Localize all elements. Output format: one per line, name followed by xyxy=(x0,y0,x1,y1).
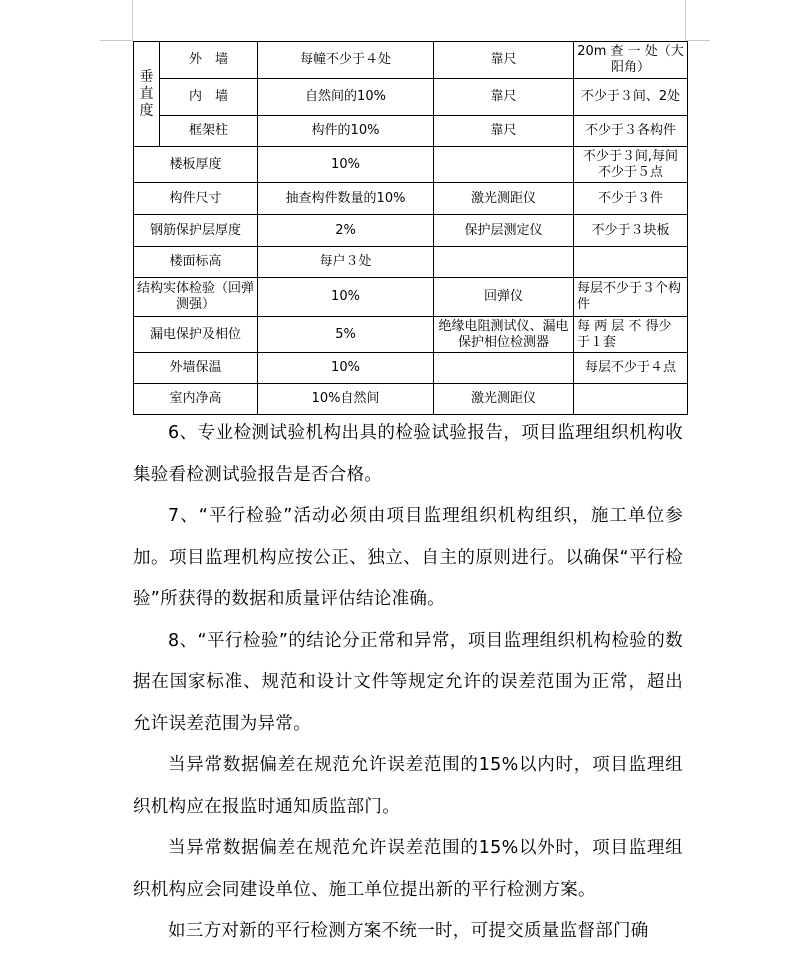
table-cell: 10% xyxy=(258,147,434,183)
paragraph: 如三方对新的平行检测方案不统一时，可提交质量监督部门确 xyxy=(168,921,649,941)
table-cell: 外 墙 xyxy=(160,42,258,79)
table-cell: 每层不少于３个构件 xyxy=(574,278,688,317)
table-cell: 10% xyxy=(258,278,434,317)
table-cell: 靠尺 xyxy=(434,42,574,79)
table-cell: 不少于３间、2处 xyxy=(574,79,688,116)
table-cell: 2% xyxy=(258,215,434,247)
crop-mark-top-right xyxy=(686,40,710,41)
table-cell: 保护层测定仪 xyxy=(434,215,574,247)
table-cell: 框架柱 xyxy=(160,116,258,147)
table-row xyxy=(134,147,688,183)
table-cell: 内 墙 xyxy=(160,79,258,116)
table-cell: 5% xyxy=(258,317,434,353)
table-cell: 10%自然间 xyxy=(258,384,434,415)
table-cell xyxy=(574,384,688,415)
table-row xyxy=(134,278,688,317)
table-cell: 每户３处 xyxy=(258,247,434,278)
paragraph: 当异常数据偏差在规范允许误差范围的15%以内时，项目监理组织机构应在报监时通知质监部门。 xyxy=(133,755,683,817)
table-cell: 激光测距仪 xyxy=(434,183,574,215)
table-cell: 激光测距仪 xyxy=(434,384,574,415)
table-cell: 不少于３间,每间不少于５点 xyxy=(574,147,688,183)
table-row xyxy=(134,42,688,79)
table-cell: 漏电保护及相位 xyxy=(134,317,258,353)
table-row xyxy=(134,79,688,116)
table-cell: 不少于３件 xyxy=(574,183,688,215)
table-row xyxy=(134,317,688,353)
table-cell: 绝缘电阻测试仪、漏电保护相位检测器 xyxy=(434,317,574,353)
table-cell xyxy=(574,247,688,278)
table-row xyxy=(134,353,688,384)
table-cell: 每 两 层 不 得少于１套 xyxy=(574,317,688,353)
table-cell: 自然间的10% xyxy=(258,79,434,116)
table-cell: 每层不少于４点 xyxy=(574,353,688,384)
table-cell: 不少于３各构件 xyxy=(574,116,688,147)
table-cell xyxy=(434,247,574,278)
group-label-cell xyxy=(134,42,160,147)
table-cell: 楼面标高 xyxy=(134,247,258,278)
table-cell: 钢筋保护层厚度 xyxy=(134,215,258,247)
table-cell: 结构实体检验（回弹测强） xyxy=(134,278,258,317)
paragraph: 6、专业检测试验机构出具的检验试验报告，项目监理组织机构收集验看检测试验报告是否合格。 xyxy=(133,423,683,485)
table-cell: 构件的10% xyxy=(258,116,434,147)
crop-mark-left xyxy=(132,0,133,40)
table-cell xyxy=(434,147,574,183)
table-cell: 不少于３块板 xyxy=(574,215,688,247)
crop-mark-top-left xyxy=(100,40,133,41)
table-row xyxy=(134,183,688,215)
table-cell: 外墙保温 xyxy=(134,353,258,384)
table-row xyxy=(134,215,688,247)
group-label: 垂直度 xyxy=(139,68,154,119)
table-cell: 室内净高 xyxy=(134,384,258,415)
body-text xyxy=(133,413,683,953)
table-cell: 10% xyxy=(258,353,434,384)
table-cell: 楼板厚度 xyxy=(134,147,258,183)
table-cell: 构件尺寸 xyxy=(134,183,258,215)
table-cell xyxy=(434,353,574,384)
paragraph: 当异常数据偏差在规范允许误差范围的15%以外时，项目监理组织机构应会同建设单位、施工单位提出新的平行检测方案。 xyxy=(133,838,683,900)
table-cell: 回弹仪 xyxy=(434,278,574,317)
table-cell: 靠尺 xyxy=(434,116,574,147)
paragraph: 7、“平行检验”活动必须由项目监理组织机构组织，施工单位参加。项目监理机构应按公正、独立、自主的原则进行。以确保“平行检验”所获得的数据和质量评估结论准确。 xyxy=(133,506,683,609)
table-row xyxy=(134,384,688,415)
table-cell: 靠尺 xyxy=(434,79,574,116)
crop-mark-right xyxy=(685,0,686,40)
paragraph: 8、“平行检验”的结论分正常和异常，项目监理组织机构检验的数据在国家标准、规范和设计文件等规定允许的误差范围为正常，超出允许误差范围为异常。 xyxy=(133,630,683,734)
table-row xyxy=(134,116,688,147)
table-row xyxy=(134,247,688,278)
table-cell: 20m 查 一 处（大阳角） xyxy=(574,42,688,79)
table-cell: 抽查构件数量的10% xyxy=(258,183,434,215)
inspection-table xyxy=(133,41,688,415)
table-cell: 每幢不少于４处 xyxy=(258,42,434,79)
